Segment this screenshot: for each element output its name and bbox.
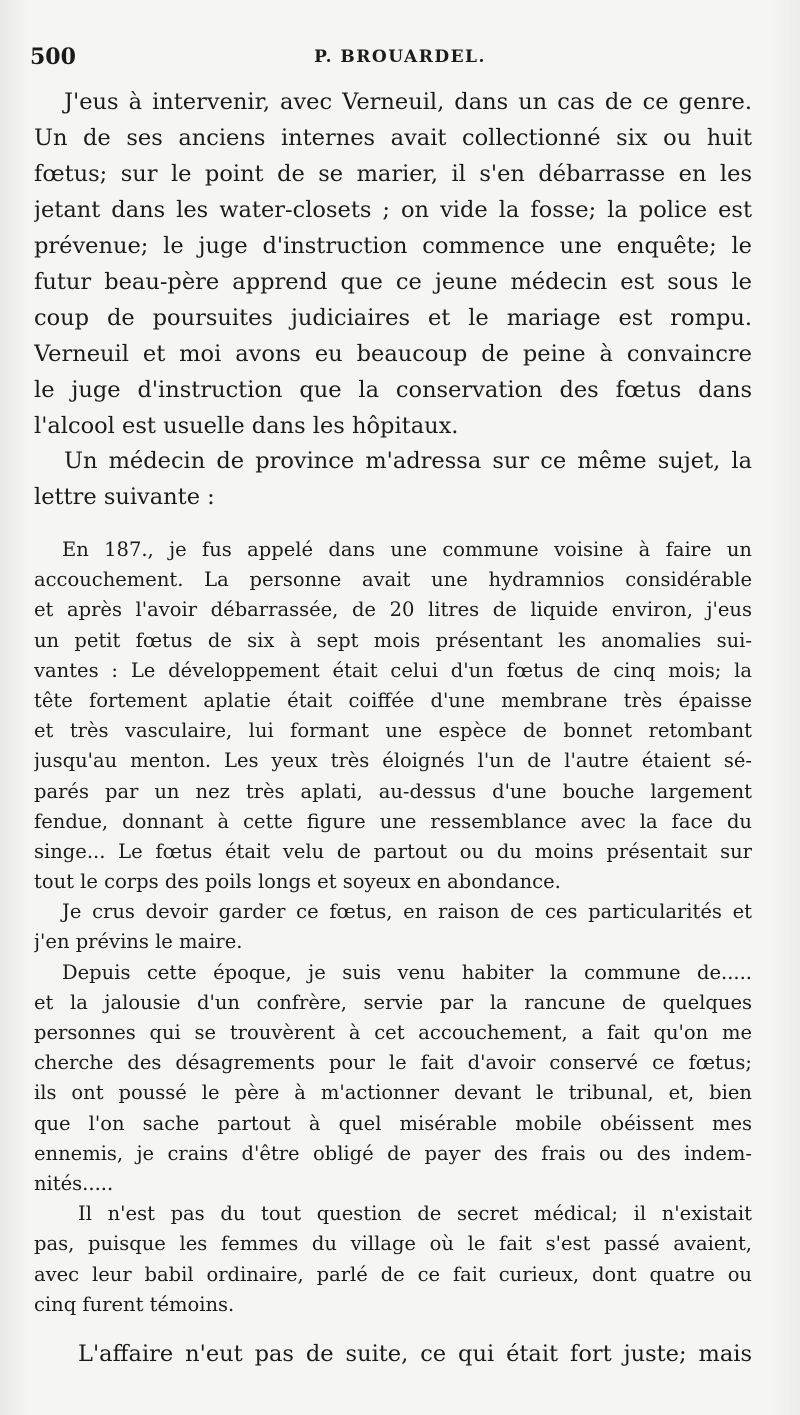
text-line: Un de ses anciens internes avait collectionné six ou huit [34, 125, 752, 151]
text-line: tout le corps des poils longs et soyeux en abondance. [34, 870, 561, 894]
text-line: jetant dans les water-closets ; on vide la fosse; la police est [34, 197, 752, 223]
text-line: personnes qui se trouvèrent à cet accouchement, a fait qu'on me [34, 1021, 752, 1044]
text-line: le juge d'instruction que la conservation des fœtus dans [34, 377, 752, 403]
text-line: et très vasculaire, lui formant une espèce de bonnet retombant [34, 719, 752, 743]
text-line: et la jalousie d'un confrère, servie par la rancune de quelques [34, 990, 752, 1014]
page-number: 500 [30, 44, 76, 70]
text-line: vantes : Le développement était celui d'un fœtus de cinq mois; la [34, 658, 752, 682]
text-line: nités..... [34, 1171, 114, 1195]
text-line: pas, puisque les femmes du village où le fait s'est passé avaient, [34, 1232, 752, 1256]
text-line: ils ont poussé le père à m'actionner devant le tribunal, et, bien [34, 1081, 752, 1105]
text-line: fœtus; sur le point de se marier, il s'en débarrasse en les [34, 161, 752, 187]
text-line: tête fortement aplatie était coiffée d'une membrane très épaisse [34, 688, 752, 712]
text-line: Je crus devoir garder ce fœtus, en raison de ces particularités et [62, 900, 752, 924]
text-line: Depuis cette époque, je suis venu habiter la commune de..... [62, 960, 752, 984]
text-line: avec leur babil ordinaire, parlé de ce fait curieux, dont quatre ou [34, 1262, 752, 1286]
intro-paragraph [34, 84, 752, 444]
text-line: Verneuil et moi avons eu beaucoup de peine à convaincre [34, 341, 752, 367]
text-line: accouchement. La personne avait une hydramnios considérable [34, 568, 752, 592]
text-line: cinq furent témoins. [34, 1292, 235, 1316]
text-line: J'eus à intervenir, avec Verneuil, dans un cas de ce genre. [64, 89, 752, 115]
text-line: prévenue; le juge d'instruction commence une enquête; le [34, 233, 752, 259]
page-header [30, 44, 770, 72]
letter-quote [34, 535, 752, 1320]
text-line: lettre suivante : [34, 484, 215, 510]
text-line: et après l'avoir débarrassée, de 20 litres de liquide environ, j'eus [34, 598, 752, 622]
text-line: jusqu'au menton. Les yeux très éloignés l'un de l'autre étaient sé- [34, 749, 752, 773]
text-line: futur beau-père apprend que ce jeune médecin est sous le [34, 269, 752, 295]
text-line: parés par un nez très aplati, au-dessus d'une bouche largement [34, 779, 752, 803]
text-line: j'en prévins le maire. [34, 930, 243, 954]
running-head: P. BROUARDEL. [314, 47, 486, 67]
text-line: Un médecin de province m'adressa sur ce même sujet, la [64, 448, 752, 474]
text-line: que l'on sache partout à quel misérable mobile obéissent mes [34, 1111, 752, 1135]
text-line: un petit fœtus de six à sept mois présentant les anomalies sui- [34, 628, 752, 652]
text-line: En 187., je fus appelé dans une commune voisine à faire un [62, 538, 752, 561]
text-line: l'alcool est usuelle dans les hôpitaux. [34, 413, 459, 439]
letter-intro-paragraph [34, 443, 752, 515]
text-line: fendue, donnant à cette figure une ressemblance avec la face du [34, 809, 752, 833]
text-line: Il n'est pas du tout question de secret médical; il n'existait [78, 1202, 752, 1226]
text-line: cherche des désagrements pour le fait d'avoir conservé ce fœtus; [34, 1051, 752, 1075]
closing-paragraph [34, 1336, 752, 1372]
text-line: coup de poursuites judiciaires et le mariage est rompu. [34, 305, 752, 331]
text-line: singe... Le fœtus était velu de partout ou du moins présentait sur [34, 839, 752, 863]
text-line: ennemis, je crains d'être obligé de payer des frais ou des indem- [34, 1141, 752, 1165]
text-line: L'affaire n'eut pas de suite, ce qui était fort juste; mais [78, 1341, 752, 1367]
